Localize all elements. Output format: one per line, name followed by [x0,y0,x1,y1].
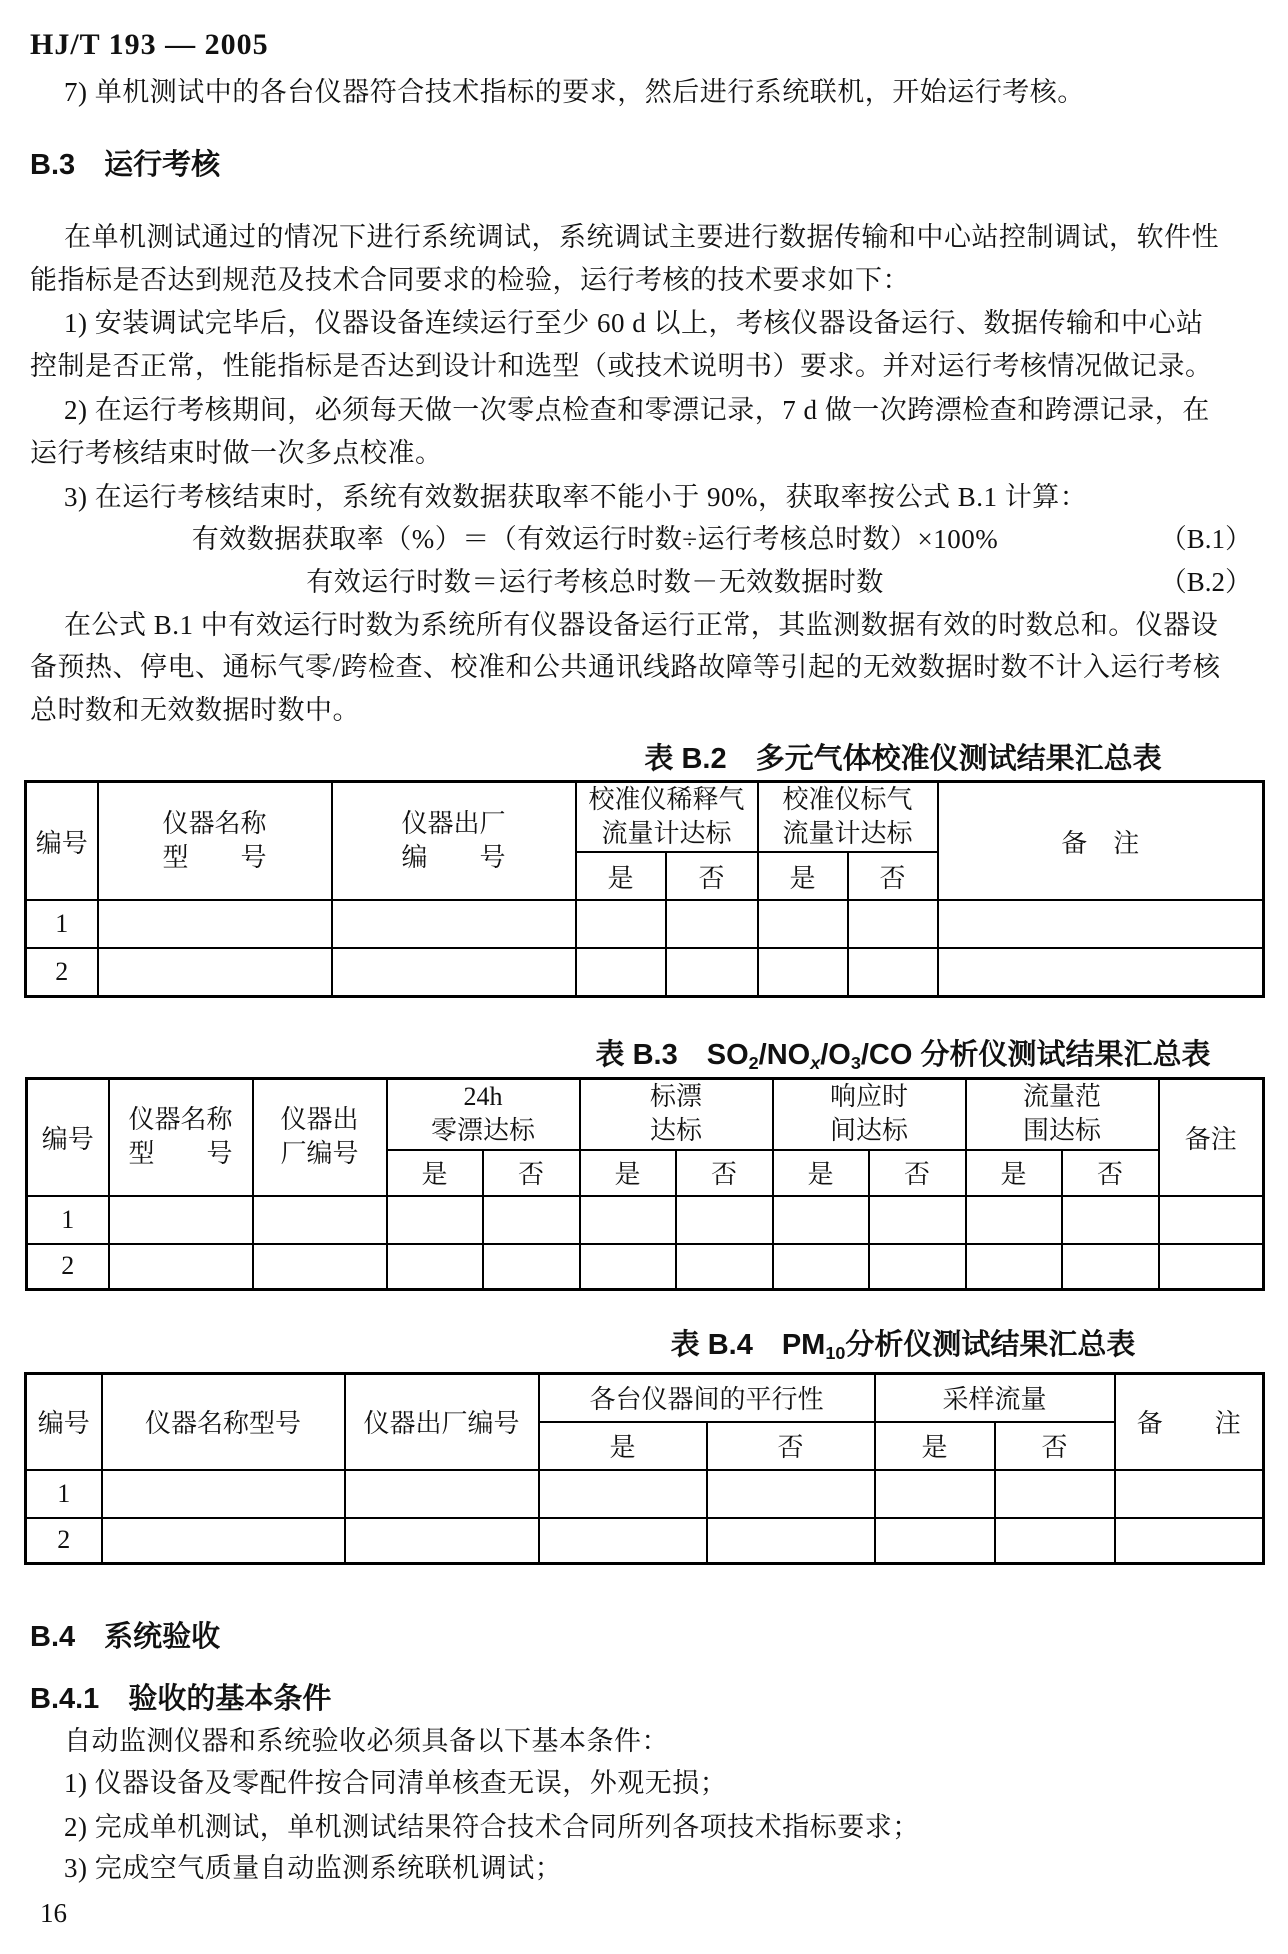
table-header-standard-gas-flow: 校准仪标气 流量计达标 [758,782,938,853]
formula-expression: 有效数据获取率（%）＝（有效运行时数÷运行考核总时数）×100% [191,524,999,554]
empty-cell [1159,1196,1264,1244]
paragraph-line: 运行考核结束时做一次多点校准。 [30,438,443,468]
table-header-remarks: 备 注 [938,782,1264,901]
empty-cell [869,1196,966,1244]
table-b4 [24,1372,1265,1565]
empty-cell [773,1196,869,1244]
table-header-yes: 是 [539,1422,707,1470]
paragraph-line: 1) 安装调试完毕后，仪器设备连续运行至少 60 d 以上，考核仪器设备运行、数据传输和中心站 [64,308,1204,338]
empty-cell [666,900,758,948]
row-number: 1 [26,900,98,948]
paragraph-line: 能指标是否达到规范及技术合同要求的检验，运行考核的技术要求如下： [30,265,910,295]
table-row [26,1470,1264,1518]
table-header-noopt: 否 [995,1422,1115,1470]
paragraph-line: 3) 完成空气质量自动监测系统联机调试； [64,1853,563,1883]
paragraph-line: 总时数和无效数据时数中。 [30,695,360,725]
paragraph-line: 在单机测试通过的情况下进行系统调试，系统调试主要进行数据传输和中心站控制调试，软件性 [64,222,1219,252]
empty-cell [1115,1518,1264,1564]
empty-cell [758,900,848,948]
paragraph-line: 2) 完成单机测试，单机测试结果符合技术合同所列各项技术指标要求； [64,1812,920,1842]
empty-cell [109,1196,253,1244]
table-row [27,1244,1264,1290]
table-header-noopt: 否 [666,852,758,900]
empty-cell [875,1518,995,1564]
table-header-factory-serial: 仪器出厂编号 [345,1374,539,1470]
table-header-noopt: 否 [869,1150,966,1196]
empty-cell [966,1196,1062,1244]
empty-cell [580,1196,676,1244]
table-header-span-drift: 标漂 达标 [580,1079,773,1150]
table-row [26,948,1264,996]
row-number: 1 [26,1470,102,1518]
table-header-noopt: 否 [1062,1150,1159,1196]
formula-b2 [30,560,1258,599]
table-title-b4: 表 B.4 $PM_{10}$分析仪测试结果汇总表 [670,1329,1136,1364]
table-header-no: 编号 [26,782,98,901]
table-header-sampling-flow: 采样流量 [875,1374,1115,1422]
table-header-flow-range: 流量范 围达标 [966,1079,1159,1150]
empty-cell [707,1518,875,1564]
empty-cell [676,1196,773,1244]
section-heading-b41: B.4.1 验收的基本条件 [30,1683,332,1715]
table-header-remarks: 备 注 [1115,1374,1264,1470]
paragraph-line: 在公式 B.1 中有效运行时数为系统所有仪器设备运行正常，其监测数据有效的时数总和。仪器设 [64,610,1219,640]
table-header-yes: 是 [580,1150,676,1196]
empty-cell [98,900,332,948]
empty-cell [98,948,332,996]
empty-cell [109,1244,253,1290]
table-header-noopt: 否 [848,852,938,900]
paragraph-line: 备预热、停电、通标气零/跨检查、校准和公共通讯线路故障等引起的无效数据时数不计入运行考核 [30,652,1221,682]
table-header-yes: 是 [966,1150,1062,1196]
formula-ref: （B.1） [1159,524,1252,554]
paragraph-line: 自动监测仪器和系统验收必须具备以下基本条件： [64,1726,669,1756]
empty-cell [773,1244,869,1290]
empty-cell [1115,1470,1264,1518]
empty-cell [966,1244,1062,1290]
empty-cell [483,1196,580,1244]
table-header-yes: 是 [758,852,848,900]
empty-cell [758,948,848,996]
table-header-noopt: 否 [707,1422,875,1470]
table-header-dilution-gas-flow: 校准仪稀释气 流量计达标 [576,782,758,853]
empty-cell [332,900,576,948]
row-number: 1 [27,1196,109,1244]
table-header-instrument-name: 仪器名称型号 [102,1374,345,1470]
table-row [27,1196,1264,1244]
formula-ref: （B.2） [1159,567,1252,597]
empty-cell [938,900,1264,948]
empty-cell [483,1244,580,1290]
table-header-instrument-name: 仪器名称 型 号 [98,782,332,901]
empty-cell [576,948,666,996]
empty-cell [676,1244,773,1290]
table-header-response-time: 响应时 间达标 [773,1079,966,1150]
empty-cell [253,1196,387,1244]
table-header-parallelism: 各台仪器间的平行性 [539,1374,875,1422]
paragraph-line: 7) 单机测试中的各台仪器符合技术指标的要求，然后进行系统联机，开始运行考核。 [64,77,1085,107]
table-header-instrument-name: 仪器名称 型 号 [109,1079,253,1196]
empty-cell [539,1470,707,1518]
formula-expression: 有效运行时数＝运行考核总时数－无效数据时数 [306,567,884,597]
empty-cell [102,1470,345,1518]
empty-cell [995,1518,1115,1564]
table-row [26,1518,1264,1564]
empty-cell [875,1470,995,1518]
row-number: 2 [26,948,98,996]
empty-cell [1062,1196,1159,1244]
table-title-b2: 表 B.2 多元气体校准仪测试结果汇总表 [644,743,1162,775]
paragraph-line: 2) 在运行考核期间，必须每天做一次零点检查和零漂记录，7 d 做一次跨漂检查和跨漂记录，在 [64,395,1210,425]
table-header-noopt: 否 [676,1150,773,1196]
empty-cell [345,1470,539,1518]
empty-cell [580,1244,676,1290]
row-number: 2 [27,1244,109,1290]
empty-cell [387,1196,483,1244]
empty-cell [1159,1244,1264,1290]
table-header-factory-serial: 仪器出 厂编号 [253,1079,387,1196]
section-heading-b3: B.3 运行考核 [30,149,221,181]
table-b3 [25,1077,1265,1291]
table-header-no: 编号 [26,1374,102,1470]
empty-cell [253,1244,387,1290]
empty-cell [869,1244,966,1290]
empty-cell [707,1470,875,1518]
page-number: 16 [40,1898,67,1928]
empty-cell [332,948,576,996]
table-header-no: 编号 [27,1079,109,1196]
empty-cell [995,1470,1115,1518]
empty-cell [539,1518,707,1564]
empty-cell [1062,1244,1159,1290]
empty-cell [102,1518,345,1564]
table-header-noopt: 否 [483,1150,580,1196]
formula-b1 [30,517,1258,556]
row-number: 2 [26,1518,102,1564]
section-heading-b4: B.4 系统验收 [30,1621,221,1653]
table-b2 [24,780,1265,998]
table-header-factory-serial: 仪器出厂 编 号 [332,782,576,901]
table-title-b3: 表 B.3 $SO_2/NO_x/O_3/CO$ 分析仪测试结果汇总表 [595,1039,1211,1074]
empty-cell [345,1518,539,1564]
table-row [26,900,1264,948]
table-header-remarks: 备注 [1159,1079,1264,1196]
paragraph-line: 控制是否正常，性能指标是否达到设计和选型（或技术说明书）要求。并对运行考核情况做记录。 [30,351,1213,381]
table-header-yes: 是 [875,1422,995,1470]
paragraph-line: 3) 在运行考核结束时，系统有效数据获取率不能小于 90%，获取率按公式 B.1 计算： [64,482,1088,512]
empty-cell [576,900,666,948]
empty-cell [848,948,938,996]
paragraph-line: 1) 仪器设备及零配件按合同清单核查无误，外观无损； [64,1768,728,1798]
empty-cell [938,948,1264,996]
table-header-yes: 是 [773,1150,869,1196]
empty-cell [666,948,758,996]
standard-number: HJ/T 193 — 2005 [30,28,269,61]
empty-cell [387,1244,483,1290]
table-header-yes: 是 [387,1150,483,1196]
table-header-yes: 是 [576,852,666,900]
empty-cell [848,900,938,948]
table-header-zero-drift: 24h 零漂达标 [387,1079,580,1150]
